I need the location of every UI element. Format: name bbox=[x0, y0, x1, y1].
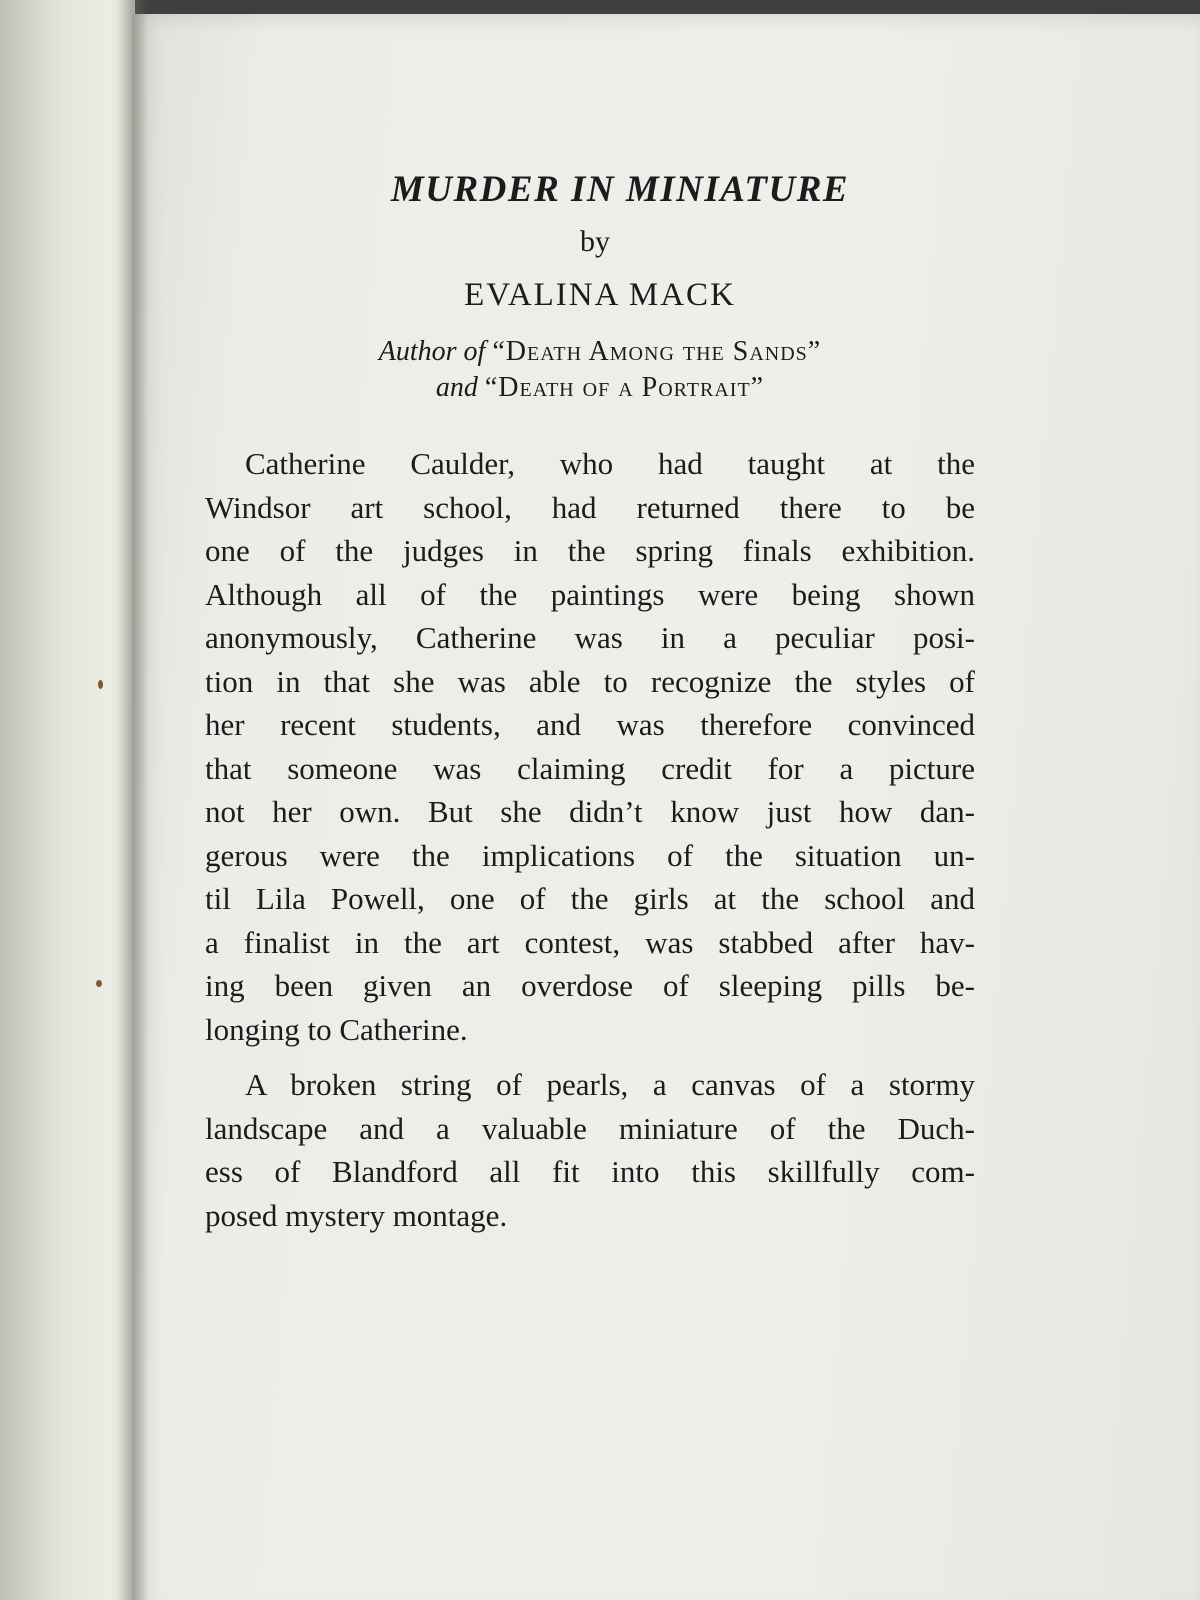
text-line: til Lila Powell, one of the girls at the school and bbox=[205, 881, 975, 916]
text-line: tion in that she was able to recognize the styles of bbox=[205, 663, 975, 699]
foxing-spot bbox=[98, 680, 103, 689]
text-line: Catherine Caulder, who had taught at the bbox=[245, 446, 975, 481]
other-book-title: “Death Among the Sands” bbox=[492, 336, 822, 367]
author-name: EVALINA MACK bbox=[464, 277, 736, 313]
book-title: MURDER IN MINIATURE bbox=[390, 169, 850, 210]
and-label: and bbox=[435, 372, 478, 403]
text-line: longing to Catherine. bbox=[205, 1011, 468, 1047]
other-works-line-1 bbox=[225, 334, 975, 370]
author-of-label: Author of bbox=[378, 336, 486, 367]
text-line: posed mystery montage. bbox=[205, 1197, 508, 1233]
book-gutter bbox=[118, 0, 148, 1600]
text-line: gerous were the implications of the situation un- bbox=[205, 837, 975, 873]
foxing-spot bbox=[96, 980, 102, 987]
text-line: Windsor art school, had returned there to be bbox=[205, 489, 975, 525]
blurb-paragraph-2 bbox=[205, 1063, 975, 1237]
text-line: one of the judges in the spring finals exhibition. bbox=[205, 533, 975, 568]
blurb-paragraph-1 bbox=[205, 442, 975, 1051]
page-content bbox=[205, 168, 975, 1237]
text-line: ing been given an overdose of sleeping pills be- bbox=[205, 968, 975, 1003]
text-line: Although all of the paintings were being shown bbox=[205, 576, 975, 612]
other-works bbox=[205, 334, 975, 406]
text-line: not her own. But she didn’t know just how dan- bbox=[205, 794, 975, 829]
text-line: landscape and a valuable miniature of the Duch- bbox=[205, 1110, 975, 1146]
other-book-title: “Death of a Portrait” bbox=[484, 372, 765, 403]
text-line: that someone was claiming credit for a picture bbox=[205, 750, 975, 786]
left-page-edge bbox=[0, 0, 135, 1600]
by-line: by bbox=[580, 225, 610, 258]
text-line: a finalist in the art contest, was stabbed after hav- bbox=[205, 924, 975, 960]
text-line: ess of Blandford all fit into this skillfully com- bbox=[205, 1154, 975, 1189]
text-line: her recent students, and was therefore convinced bbox=[205, 707, 975, 742]
other-works-line-2 bbox=[225, 370, 975, 406]
text-line: anonymously, Catherine was in a peculiar posi- bbox=[205, 620, 975, 655]
text-line: A broken string of pearls, a canvas of a stormy bbox=[245, 1067, 975, 1102]
